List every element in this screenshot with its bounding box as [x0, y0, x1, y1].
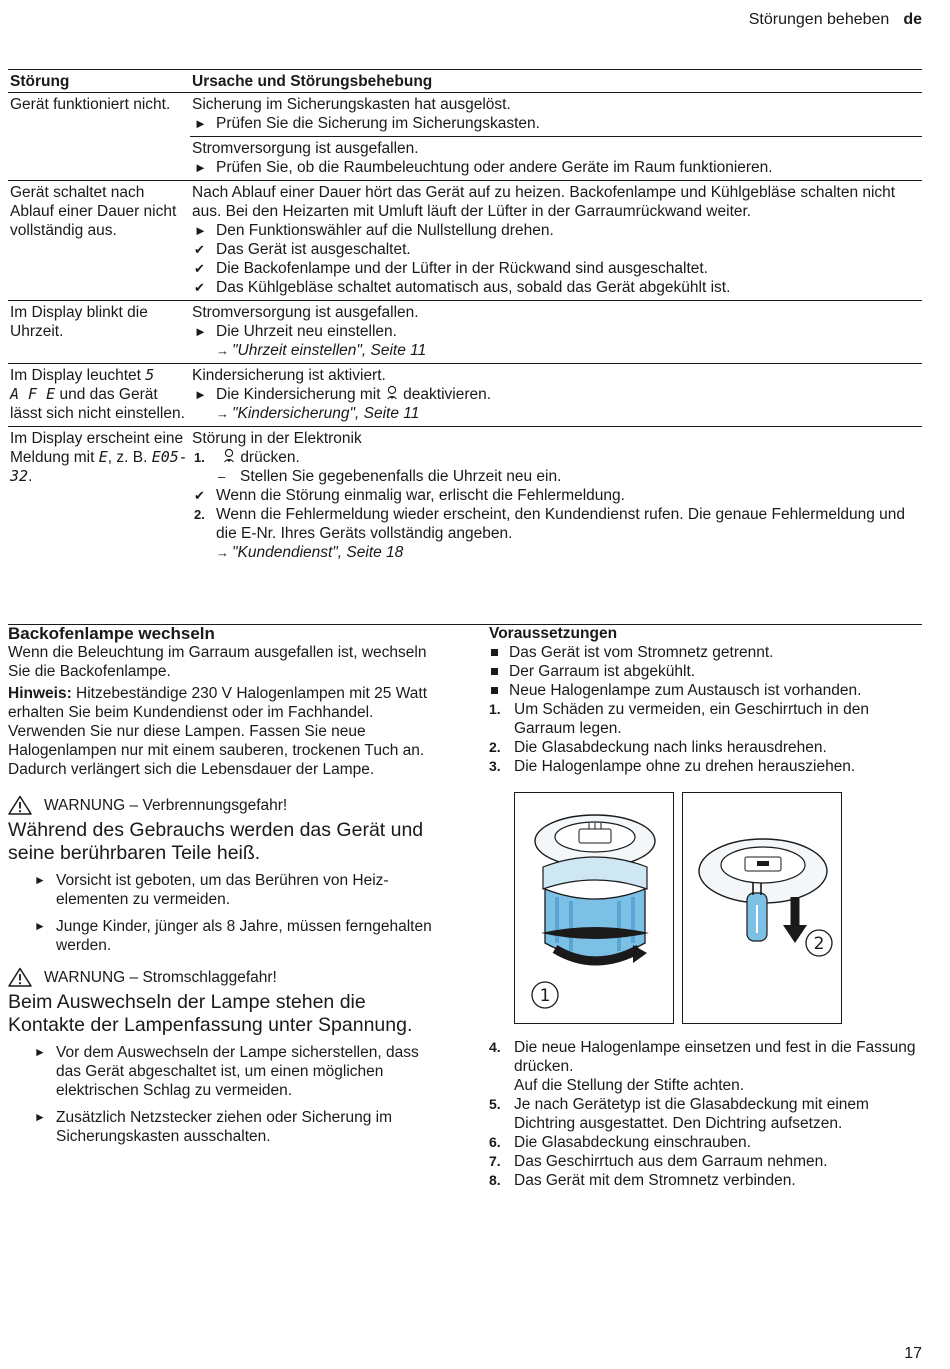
figure-pull-lamp [682, 792, 842, 1024]
column-header-problem: Störung [8, 70, 190, 93]
problem-cell: Im Display leuchtet 5 A F E und das Gerät lässt sich nicht einstellen. [8, 364, 190, 427]
list-item: Der Garraum ist abgekühlt. [489, 662, 919, 681]
display-code: E05-32 [10, 448, 188, 485]
cross-reference[interactable]: → "Uhrzeit einstellen", Seite 11 [216, 342, 427, 359]
warning-text: Beim Auswechseln der Lampe stehen die Kontakte der Lampenfassung unter Spannung. [8, 991, 413, 1036]
action-line: ► Prüfen Sie, ob die Raumbeleuchtung oder andere Geräte im Raum funktionieren. [194, 159, 773, 176]
result-line: ✔ Das Gerät ist ausgeschaltet. [194, 241, 411, 258]
warning-heading: WARNUNG – Stromschlaggefahr! [8, 967, 448, 987]
list-item: ► Zusätzlich Netzstecker ziehen oder Sicherung im Sicherungskasten ausschalten. [34, 1109, 392, 1145]
square-bullet-icon [491, 649, 498, 656]
warning-bullets [8, 871, 448, 955]
table-row [8, 181, 922, 301]
problem-cell: Im Display blinkt die Uhrzeit. [8, 301, 190, 364]
warning-triangle-icon [8, 795, 32, 815]
warning-text: Während des Gebrauchs werden das Gerät und seine berührbaren Teile heiß. [8, 819, 424, 864]
check-icon: ✔ [194, 261, 205, 276]
action-line: ► Den Funktionswähler auf die Nullstellung drehen. [194, 222, 554, 239]
result-line: ✔ Die Backofenlampe und der Lüfter in der Rückwand sind ausgeschaltet. [194, 260, 708, 277]
reference-arrow-icon: → [216, 545, 229, 560]
cause-text: Sicherung im Sicherungskasten hat ausgelöst. [192, 96, 511, 113]
page-number: 17 [904, 1345, 922, 1362]
cause-text: Nach Ablauf einer Dauer hört das Gerät auf zu heizen. Backofenlampe und Kühlgebläse schalten nicht aus. Bei den Heizarten mit Umluft läuft der Lüfter in der Garraumrückwand weiter. [192, 184, 896, 220]
child-lock-key-icon [385, 385, 399, 401]
language-code: de [903, 11, 922, 28]
requirements-heading: Voraussetzungen [489, 625, 618, 642]
action-arrow-icon: ► [194, 116, 207, 131]
intro-paragraph: Wenn die Beleuchtung im Garraum ausgefallen ist, wechseln Sie die Backofenlampe. [8, 644, 427, 680]
cross-reference[interactable]: → "Kindersicherung", Seite 11 [216, 405, 420, 422]
list-item: Neue Halogenlampe zum Austausch ist vorhanden. [489, 681, 919, 700]
cause-cell [190, 364, 922, 427]
cause-cell [190, 301, 922, 364]
square-bullet-icon [491, 687, 498, 694]
action-line: ► Die Kindersicherung mit deaktivieren. [194, 386, 492, 403]
step-item: 3. Die Halogenlampe ohne zu drehen herausziehen. [489, 758, 856, 775]
reference-arrow-icon: → [216, 343, 229, 358]
warning-triangle-icon [8, 967, 32, 987]
section-title: Störungen beheben [748, 11, 890, 28]
action-arrow-icon: ► [194, 160, 207, 175]
figure-number: 2 [813, 934, 825, 954]
page-header [749, 10, 922, 29]
cause-text: Stromversorgung ist ausgefallen. [192, 140, 419, 157]
step-line: 1. drücken. [194, 449, 300, 466]
column-header-cause: Ursache und Störungsbehebung [190, 70, 922, 93]
display-symbol: E [98, 448, 108, 466]
steps-list [489, 700, 919, 776]
cause-cell [190, 93, 922, 137]
table-row [8, 364, 922, 427]
cause-cell [190, 427, 922, 566]
glass-cover-illustration [515, 793, 673, 1023]
child-lock-key-icon [222, 448, 236, 464]
sub-step-line: – Stellen Sie gegebenenfalls die Uhrzeit neu ein. [218, 468, 562, 485]
action-arrow-icon: ► [194, 387, 207, 402]
step-item: 2. Die Glasabdeckung nach links herausdrehen. [489, 739, 827, 756]
step-item: 8. Das Gerät mit dem Stromnetz verbinden. [489, 1172, 796, 1189]
bullet-arrow-icon: ► [34, 1045, 46, 1059]
lamp-figures [514, 792, 919, 1024]
step-item: 5. Je nach Gerätetyp ist die Glasabdeckung mit einem Dichtring ausgestattet. Den Dichtring aufsetzen. [489, 1096, 869, 1132]
bullet-arrow-icon: ► [34, 873, 46, 887]
troubleshooting-table [8, 69, 922, 565]
list-item: ► Vor dem Auswechseln der Lampe sicherstellen, dass das Gerät abgeschaltet ist, um einen möglichen elektrischen Schlag zu vermeiden. [34, 1044, 419, 1099]
list-item: ► Junge Kinder, jünger als 8 Jahre, müssen ferngehalten werden. [34, 918, 432, 954]
bullet-arrow-icon: ► [34, 919, 46, 933]
figure-number: 1 [539, 986, 551, 1006]
step-item: 4. Die neue Halogenlampe einsetzen und fest in die Fassung drücken. Auf die Stellung der Stifte achten. [489, 1039, 916, 1094]
display-symbol: 5 [145, 366, 155, 384]
action-arrow-icon: ► [194, 223, 207, 238]
list-item: Das Gerät ist vom Stromnetz getrennt. [489, 643, 919, 662]
requirements-section [489, 624, 919, 1190]
lamp-section [8, 624, 448, 1154]
display-symbol: A F E [10, 385, 56, 403]
result-line: ✔ Wenn die Störung einmalig war, erlischt die Fehlermeldung. [194, 487, 625, 504]
halogen-lamp-illustration [683, 793, 841, 1023]
step-line: 2. Wenn die Fehlermeldung wieder erscheint, den Kundendienst rufen. Die genaue Fehlermeldung und die E-Nr. Ihres Geräts vollständig angeben. [194, 506, 906, 542]
problem-cell: Gerät schaltet nach Ablauf einer Dauer nicht vollständig aus. [8, 181, 190, 301]
check-icon: ✔ [194, 488, 205, 503]
bullet-arrow-icon: ► [34, 1110, 46, 1124]
list-item: ► Vorsicht ist geboten, um das Berühren von Heizelementen zu vermeiden. [34, 872, 389, 908]
table-row [8, 301, 922, 364]
requirements-list [489, 643, 919, 700]
problem-cell: Im Display erscheint eine Meldung mit E, z. B. E05-32. [8, 427, 190, 566]
check-icon: ✔ [194, 242, 205, 257]
table-row [8, 93, 922, 137]
cause-cell [190, 137, 922, 181]
step-item: 7. Das Geschirrtuch aus dem Garraum nehmen. [489, 1153, 828, 1170]
cause-text: Stromversorgung ist ausgefallen. [192, 304, 419, 321]
check-icon: ✔ [194, 280, 205, 295]
cause-text: Kindersicherung ist aktiviert. [192, 367, 386, 384]
square-bullet-icon [491, 668, 498, 675]
step-item: 6. Die Glasabdeckung einschrauben. [489, 1134, 751, 1151]
steps-list [489, 1038, 919, 1190]
step-item: 1. Um Schäden zu vermeiden, ein Geschirrtuch in den Garraum legen. [489, 701, 869, 737]
section-heading: Backofenlampe wechseln [8, 624, 215, 643]
warning-bullets [8, 1043, 448, 1146]
cause-text: Störung in der Elektronik [192, 430, 362, 447]
note-paragraph: Hinweis: Hitzebeständige 230 V Halogenlampen mit 25 Watt erhalten Sie beim Kundendienst oder im Fachhandel. Verwenden Sie nur diese Lampen. Fassen Sie neue Halogenlampen nur mit einem sauberen, trockenen Tuch an. Dadurch verlängert sich die Lebensdauer der Lampe. [8, 685, 428, 778]
figure-unscrew-cover [514, 792, 674, 1024]
action-line: ► Die Uhrzeit neu einstellen. [194, 323, 397, 340]
cross-reference[interactable]: → "Kundendienst", Seite 18 [216, 544, 404, 561]
action-arrow-icon: ► [194, 324, 207, 339]
table-row [8, 427, 922, 566]
reference-arrow-icon: → [216, 406, 229, 421]
action-line: ► Prüfen Sie die Sicherung im Sicherungskasten. [194, 115, 540, 132]
problem-cell: Gerät funktioniert nicht. [10, 96, 171, 113]
result-line: ✔ Das Kühlgebläse schaltet automatisch aus, sobald das Gerät abgekühlt ist. [194, 279, 731, 296]
cause-cell [190, 181, 922, 301]
warning-heading: WARNUNG – Verbrennungsgefahr! [8, 795, 448, 815]
